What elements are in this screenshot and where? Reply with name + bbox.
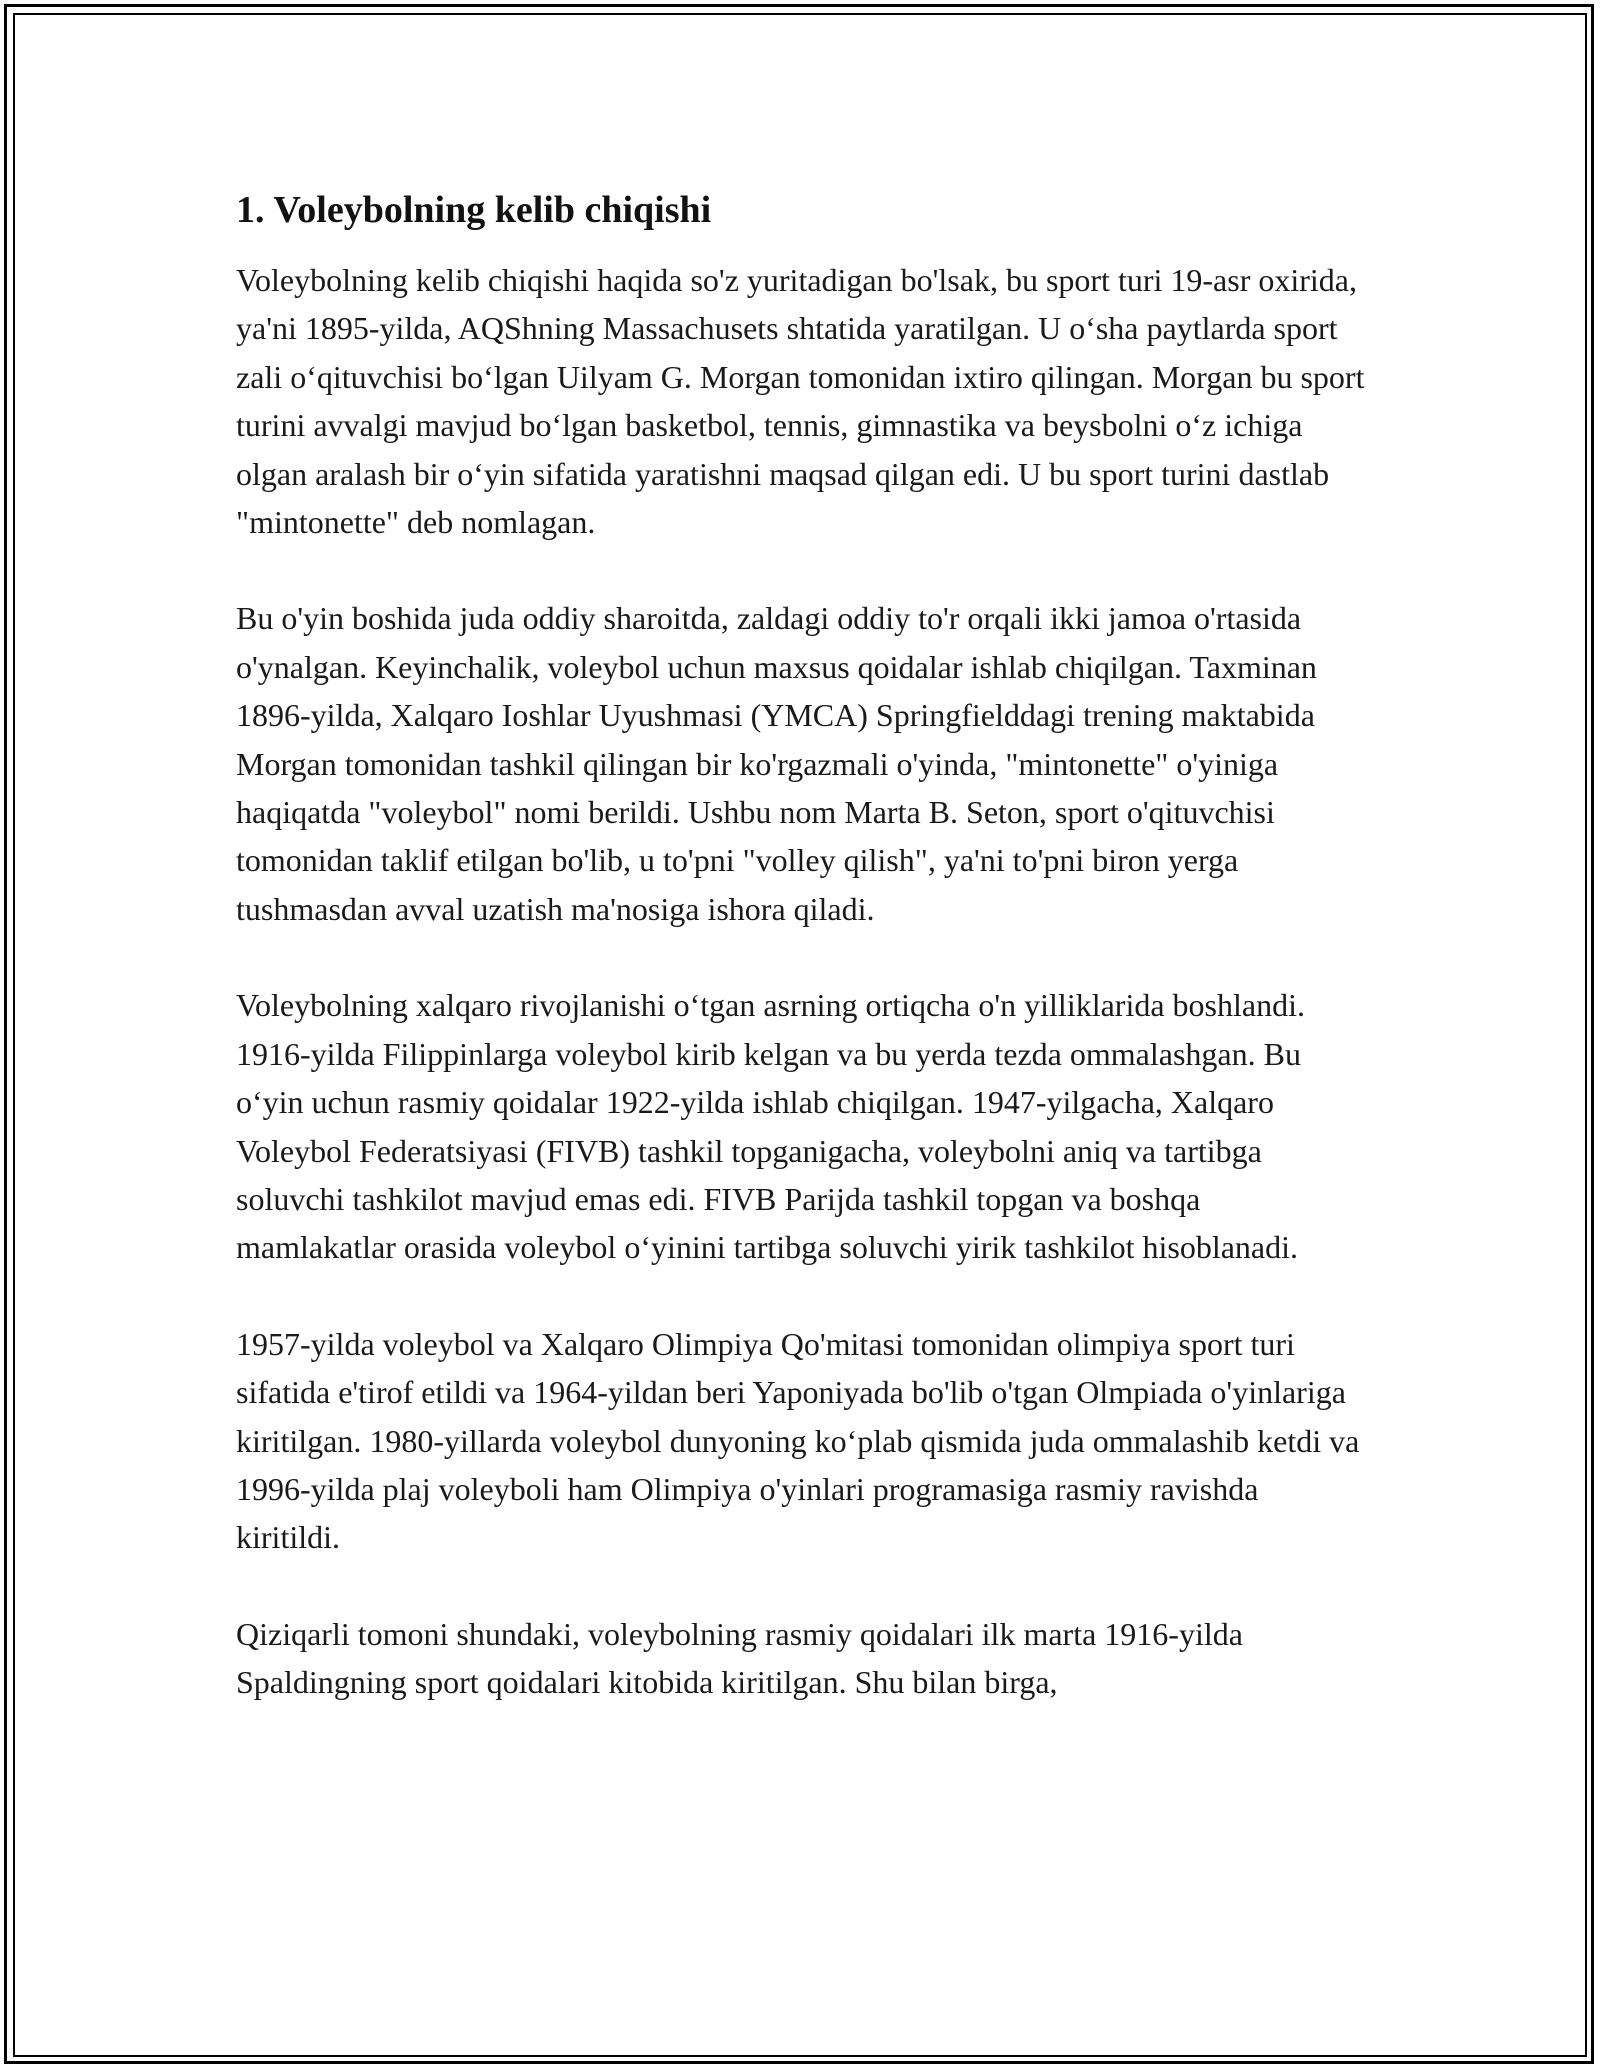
paragraph-origin: Voleybolning kelib chiqishi haqida so'z yuritadigan bo'lsak, bu sport turi 19-asr oxirida, ya'ni 1895-yilda, AQShning Massachusets shtatida yaratilgan. U o‘sha paytlarda sport zali o‘qituvchisi bo‘lgan Uilyam G. Morgan tomonidan ixtiro qilingan. Morgan bu sport turini avvalgi mavjud bo‘lgan basketbol, tennis, gimnastika va beysbolni o‘z ichiga olgan aralash bir o‘yin sifatida yaratishni maqsad qilgan edi. U bu sport turini dastlab "mintonette" deb nomlagan.	[236, 262, 1365, 541]
paragraph-international: Voleybolning xalqaro rivojlanishi o‘tgan asrning ortiqcha o'n yilliklarida boshlandi. 1916-yilda Filippinlarga voleybol kirib kelgan va bu yerda tezda ommalashgan. Bu o‘yin uchun rasmiy qoidalar 1922-yilda ishlab chiqilgan. 1947-yilgacha, Xalqaro Voleybol Federatsiyasi (FIVB) tashkil topganigacha, voleybolni aniq va tartibga soluvchi tashkilot mavjud emas edi. FIVB Parijda tashkil topgan va boshqa mamlakatlar orasida voleybol o‘yinini tartibga soluvchi yirik tashkilot hisoblanadi.	[236, 987, 1305, 1266]
paragraph-early-game: Bu o'yin boshida juda oddiy sharoitda, zaldagi oddiy to'r orqali ikki jamoa o'rtasida o'ynalgan. Keyinchalik, voleybol uchun maxsus qoidalar ishlab chiqilgan. Taxminan 1896-yilda, Xalqaro Ioshlar Uyushmasi (YMCA) Springfielddagi trening maktabida Morgan tomonidan tashkil qilingan bir ko'rgazmali o'yinda, "mintonette" o'yiniga haqiqatda "voleybol" nomi berildi. Ushbu nom Marta B. Seton, sport o'qituvchisi tomonidan taklif etilgan bo'lib, u to'pni "volley qilish", ya'ni to'pni biron yerga tushmasdan avval uzatish ma'nosiga ishora qiladi.	[236, 600, 1317, 927]
document-body	[236, 186, 1366, 1755]
paragraph-rules: Qiziqarli tomoni shundaki, voleybolning rasmiy qoidalari ilk marta 1916-yilda Spaldingning sport qoidalari kitobida kiritilgan. Shu bilan birga,	[236, 1615, 1243, 1701]
paragraph-olympic: 1957-yilda voleybol va Xalqaro Olimpiya Qo'mitasi tomonidan olimpiya sport turi sifatida e'tirof etildi va 1964-yildan beri Yaponiyada bo'lib o'tgan Olmpiada o'yinlariga kiritilgan. 1980-yillarda voleybol dunyoning ko‘plab qismida juda ommalashib ketdi va 1996-yilda plaj voleyboli ham Olimpiya o'yinlari programasiga rasmiy ravishda kiritildi.	[236, 1325, 1360, 1556]
section-heading: 1. Voleybolning kelib chiqishi	[236, 189, 712, 231]
